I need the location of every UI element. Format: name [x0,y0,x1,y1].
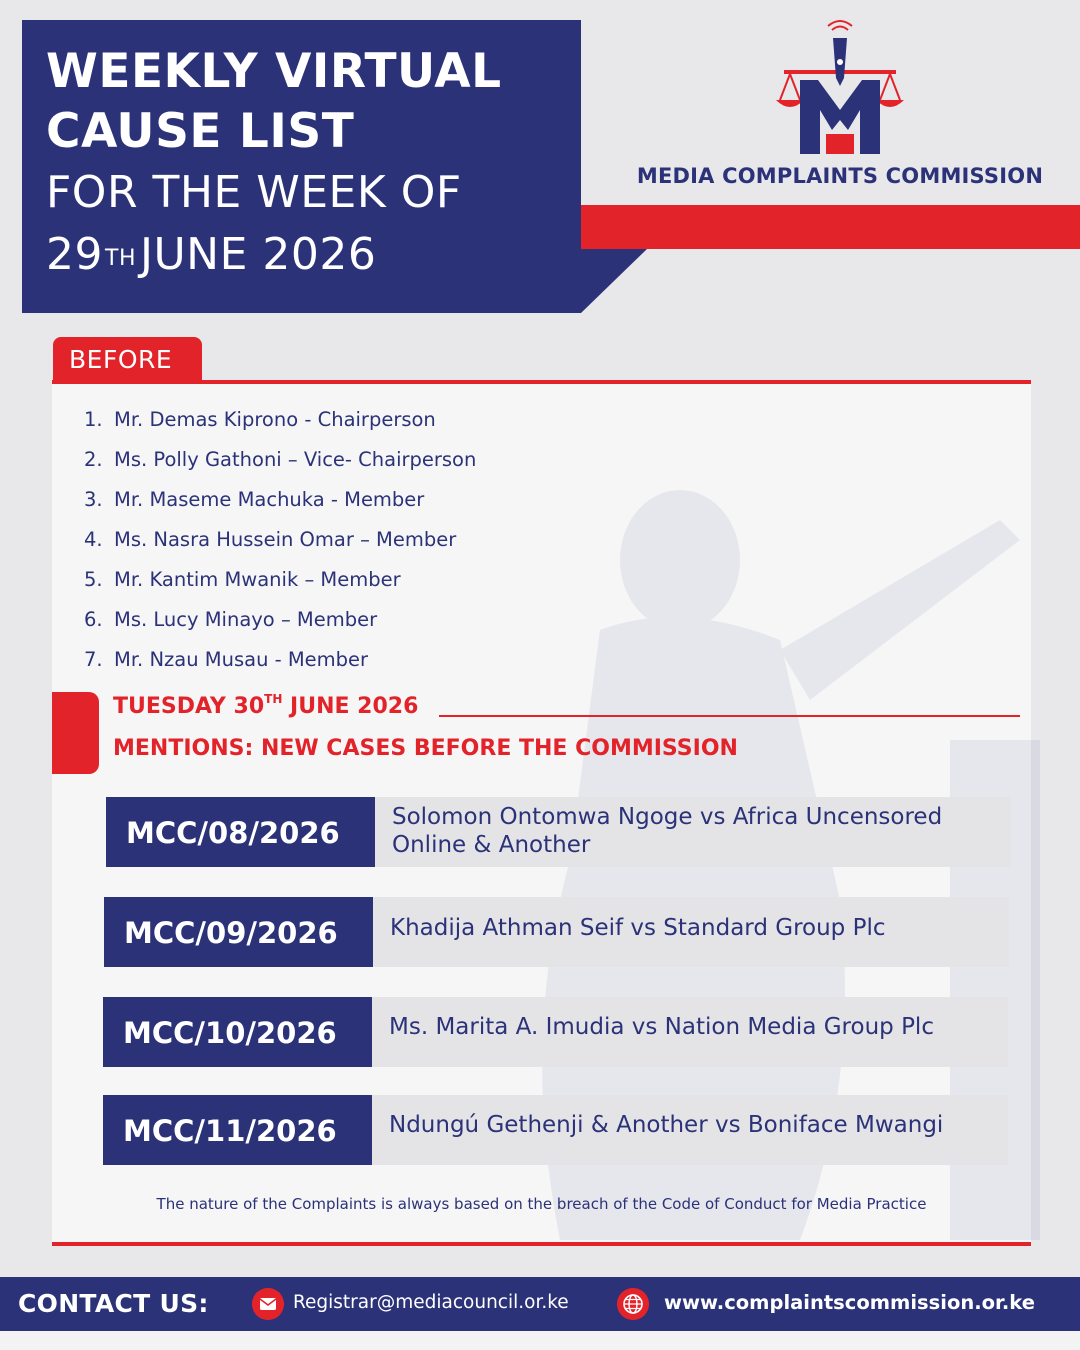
member-item: 5. Mr. Kantim Mwanik – Member [84,568,401,591]
case-parties: Khadija Athman Seif vs Standard Group Plc [373,897,1009,967]
bottom-strip [0,1331,1080,1350]
member-item: 4. Ms. Nasra Hussein Omar – Member [84,528,457,551]
case-parties: Solomon Ontomwa Ngoge vs Africa Uncensored Online & Another [375,797,1011,867]
member-item: 6. Ms. Lucy Minayo – Member [84,608,378,631]
contact-label: CONTACT US: [18,1289,209,1318]
member-item: 1. Mr. Demas Kiprono - Chairperson [84,408,436,431]
member-item: 3. Mr. Maseme Machuka - Member [84,488,425,511]
case-number: MCC/11/2026 [103,1095,372,1165]
envelope-icon [252,1288,284,1320]
commission-logo-icon [770,18,910,158]
case-number: MCC/08/2026 [106,797,375,867]
title-line-3: FOR THE WEEK OF [46,167,462,218]
title-day-suffix: TH [105,246,136,271]
section-heading: MENTIONS: NEW CASES BEFORE THE COMMISSION [113,736,738,761]
contact-footer [0,1277,1080,1331]
case-number: MCC/10/2026 [103,997,372,1067]
case-row [103,997,1008,1067]
footnote: The nature of the Complaints is always based on the breach of the Code of Conduct for Media Practice [156,1195,927,1213]
day-heading: TUESDAY 30TH JUNE 2026 [113,692,419,719]
panel-members-list [84,400,476,680]
day-marker [52,692,99,774]
case-row [106,797,1011,867]
case-row [103,1095,1008,1165]
title-block [22,20,581,313]
case-number: MCC/09/2026 [104,897,373,967]
organization-name: MEDIA COMPLAINTS COMMISSION [636,164,1044,188]
title-month-year: JUNE 2026 [139,229,377,280]
case-row [104,897,1009,967]
header-red-band [581,205,1080,249]
globe-icon [617,1288,649,1320]
member-item: 2. Ms. Polly Gathoni – Vice- Chairperson [84,448,477,471]
title-day: 29 [46,229,103,280]
title-line-2: CAUSE LIST [46,104,355,159]
website-link[interactable]: www.complaintscommission.or.ke [664,1291,1035,1314]
case-parties: Ndungú Gethenji & Another vs Boniface Mwangi [372,1095,1008,1165]
day-heading-rule [439,715,1020,717]
email-link[interactable]: Registrar@mediacouncil.or.ke [293,1292,569,1313]
before-tab: BEFORE [53,337,202,380]
title-line-1: WEEKLY VIRTUAL [46,44,502,99]
title-block-fold [581,249,647,313]
member-item: 7. Mr. Nzau Musau - Member [84,648,369,671]
title-date [46,224,581,286]
case-parties: Ms. Marita A. Imudia vs Nation Media Group Plc [372,997,1008,1067]
